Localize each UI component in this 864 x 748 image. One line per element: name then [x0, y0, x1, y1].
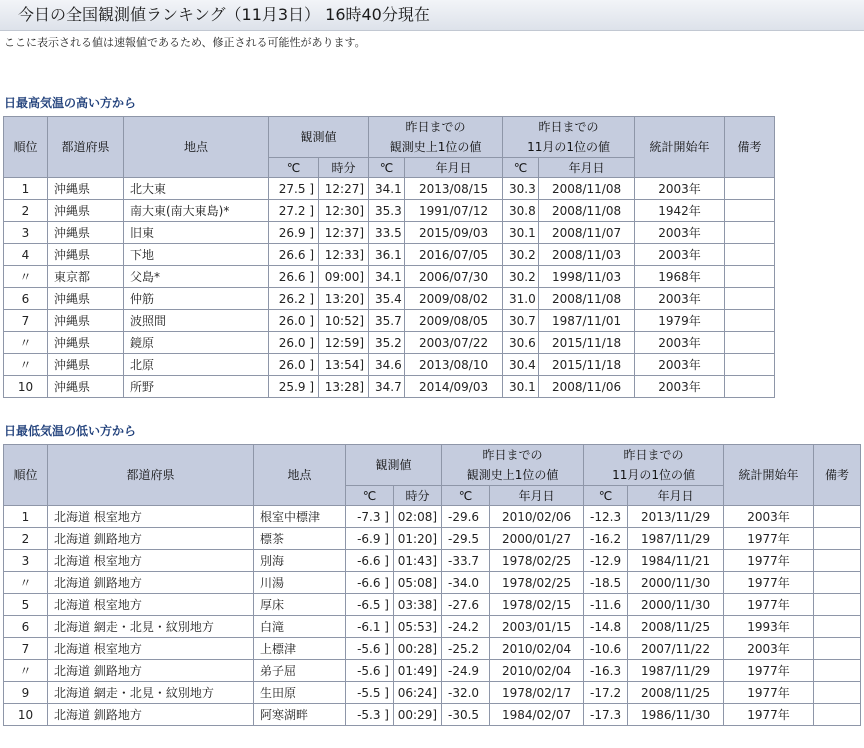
month-temp-cell: 30.2 [503, 244, 539, 266]
header-observed: 観測値 [346, 445, 442, 486]
table-row [4, 376, 775, 398]
record-temp-cell: -25.2 [442, 638, 490, 660]
table-row [4, 638, 861, 660]
stat-start-cell: 1977年 [724, 594, 814, 616]
observed-time-cell: 12:37] [319, 222, 369, 244]
stat-start-cell: 1977年 [724, 682, 814, 704]
header-record [369, 117, 503, 158]
table-row [4, 332, 775, 354]
month-date-cell: 2015/11/18 [539, 354, 635, 376]
observed-temp-cell: 25.9 ] [269, 376, 319, 398]
month-temp-cell: -10.6 [584, 638, 628, 660]
table-row [4, 616, 861, 638]
prefecture-cell: 東京都 [48, 266, 124, 288]
month-temp-cell: 31.0 [503, 288, 539, 310]
header-record-top: 昨日までの [482, 448, 543, 462]
remarks-cell [725, 178, 775, 200]
prefecture-cell: 北海道 網走・北見・紋別地方 [48, 616, 254, 638]
page-title: 今日の全国観測値ランキング（11月3日） 16時40分現在 [0, 0, 864, 31]
observed-time-cell: 09:00] [319, 266, 369, 288]
record-date-cell: 2014/09/03 [405, 376, 503, 398]
table-row [4, 266, 775, 288]
header-month-temp: ℃ [503, 158, 539, 178]
record-date-cell: 1991/07/12 [405, 200, 503, 222]
prefecture-cell: 北海道 釧路地方 [48, 704, 254, 726]
stat-start-cell: 1977年 [724, 704, 814, 726]
rank-cell: 〃 [4, 266, 48, 288]
record-temp-cell: -24.2 [442, 616, 490, 638]
table-row [4, 528, 861, 550]
record-temp-cell: -30.5 [442, 704, 490, 726]
month-date-cell: 2000/11/30 [628, 572, 724, 594]
month-date-cell: 1987/11/29 [628, 528, 724, 550]
header-prefecture: 都道府県 [48, 445, 254, 506]
stat-start-cell: 1977年 [724, 660, 814, 682]
observed-temp-cell: -6.9 ] [346, 528, 394, 550]
header-stat-start: 統計開始年 [724, 445, 814, 506]
observed-time-cell: 01:49] [394, 660, 442, 682]
month-temp-cell: 30.1 [503, 222, 539, 244]
observed-temp-cell: -6.5 ] [346, 594, 394, 616]
rank-cell: 10 [4, 704, 48, 726]
header-observed-temp: ℃ [269, 158, 319, 178]
header-observed: 観測値 [269, 117, 369, 158]
station-cell: 波照間 [124, 310, 269, 332]
station-cell: 下地 [124, 244, 269, 266]
month-temp-cell: -11.6 [584, 594, 628, 616]
header-observed-time: 時分 [394, 486, 442, 506]
remarks-cell [814, 550, 861, 572]
observed-temp-cell: 26.0 ] [269, 332, 319, 354]
header-rank: 順位 [4, 117, 48, 178]
observed-time-cell: 12:59] [319, 332, 369, 354]
prefecture-cell: 沖縄県 [48, 200, 124, 222]
month-temp-cell: 30.7 [503, 310, 539, 332]
observed-time-cell: 05:53] [394, 616, 442, 638]
rank-cell: 1 [4, 506, 48, 528]
station-cell: 川湯 [254, 572, 346, 594]
month-temp-cell: 30.1 [503, 376, 539, 398]
record-date-cell: 2009/08/02 [405, 288, 503, 310]
remarks-cell [814, 682, 861, 704]
header-month-bottom: 11月の1位の値 [527, 140, 610, 154]
month-date-cell: 2008/11/07 [539, 222, 635, 244]
month-date-cell: 1998/11/03 [539, 266, 635, 288]
record-temp-cell: 35.3 [369, 200, 405, 222]
header-record-bottom: 観測史上1位の値 [466, 468, 559, 482]
remarks-cell [814, 506, 861, 528]
header-rank: 順位 [4, 445, 48, 506]
record-date-cell: 2003/07/22 [405, 332, 503, 354]
low-temp-section-title: 日最低気温の低い方から [4, 424, 137, 438]
month-temp-cell: -12.3 [584, 506, 628, 528]
record-date-cell: 2006/07/30 [405, 266, 503, 288]
observed-time-cell: 00:28] [394, 638, 442, 660]
stat-start-cell: 2003年 [724, 638, 814, 660]
table-row [4, 288, 775, 310]
rank-cell: 7 [4, 310, 48, 332]
rank-cell: 3 [4, 222, 48, 244]
stat-start-cell: 2003年 [635, 244, 725, 266]
station-cell: 鏡原 [124, 332, 269, 354]
month-temp-cell: -12.9 [584, 550, 628, 572]
header-record-date: 年月日 [405, 158, 503, 178]
prefecture-cell: 沖縄県 [48, 288, 124, 310]
station-cell: 標茶 [254, 528, 346, 550]
stat-start-cell: 1977年 [724, 572, 814, 594]
month-date-cell: 1984/11/21 [628, 550, 724, 572]
remarks-cell [725, 200, 775, 222]
record-temp-cell: -32.0 [442, 682, 490, 704]
observed-time-cell: 01:20] [394, 528, 442, 550]
table-row [4, 682, 861, 704]
stat-start-cell: 2003年 [635, 354, 725, 376]
month-date-cell: 2008/11/06 [539, 376, 635, 398]
month-date-cell: 2007/11/22 [628, 638, 724, 660]
remarks-cell [725, 376, 775, 398]
record-date-cell: 2010/02/04 [490, 660, 584, 682]
record-temp-cell: 33.5 [369, 222, 405, 244]
rank-cell: 〃 [4, 660, 48, 682]
table-row [4, 178, 775, 200]
remarks-cell [725, 266, 775, 288]
month-temp-cell: 30.6 [503, 332, 539, 354]
stat-start-cell: 2003年 [635, 288, 725, 310]
prefecture-cell: 北海道 根室地方 [48, 506, 254, 528]
observed-temp-cell: -7.3 ] [346, 506, 394, 528]
header-station: 地点 [254, 445, 346, 506]
prefecture-cell: 沖縄県 [48, 376, 124, 398]
record-date-cell: 1978/02/25 [490, 550, 584, 572]
remarks-cell [725, 288, 775, 310]
prefecture-cell: 北海道 網走・北見・紋別地方 [48, 682, 254, 704]
rank-cell: 7 [4, 638, 48, 660]
table-row [4, 244, 775, 266]
record-date-cell: 2003/01/15 [490, 616, 584, 638]
station-cell: 北原 [124, 354, 269, 376]
observed-temp-cell: 26.9 ] [269, 222, 319, 244]
month-date-cell: 2008/11/03 [539, 244, 635, 266]
record-date-cell: 1978/02/15 [490, 594, 584, 616]
station-cell: 南大東(南大東島)* [124, 200, 269, 222]
table-row [4, 310, 775, 332]
month-date-cell: 1986/11/30 [628, 704, 724, 726]
remarks-cell [814, 528, 861, 550]
rank-cell: 1 [4, 178, 48, 200]
stat-start-cell: 1979年 [635, 310, 725, 332]
prefecture-cell: 北海道 根室地方 [48, 638, 254, 660]
record-date-cell: 2013/08/15 [405, 178, 503, 200]
record-temp-cell: -34.0 [442, 572, 490, 594]
table-row [4, 572, 861, 594]
month-temp-cell: -18.5 [584, 572, 628, 594]
record-temp-cell: 36.1 [369, 244, 405, 266]
header-record-temp: ℃ [369, 158, 405, 178]
month-temp-cell: 30.3 [503, 178, 539, 200]
observed-time-cell: 10:52] [319, 310, 369, 332]
prefecture-cell: 沖縄県 [48, 332, 124, 354]
observed-time-cell: 12:27] [319, 178, 369, 200]
observed-temp-cell: -6.6 ] [346, 550, 394, 572]
stat-start-cell: 2003年 [635, 222, 725, 244]
rank-cell: 6 [4, 288, 48, 310]
prefecture-cell: 北海道 根室地方 [48, 550, 254, 572]
observed-time-cell: 13:20] [319, 288, 369, 310]
observed-time-cell: 12:30] [319, 200, 369, 222]
rank-cell: 4 [4, 244, 48, 266]
table-row [4, 594, 861, 616]
month-temp-cell: -17.3 [584, 704, 628, 726]
stat-start-cell: 1977年 [724, 550, 814, 572]
observed-temp-cell: -5.6 ] [346, 638, 394, 660]
table-row [4, 550, 861, 572]
prefecture-cell: 北海道 釧路地方 [48, 528, 254, 550]
record-temp-cell: -24.9 [442, 660, 490, 682]
record-temp-cell: 34.7 [369, 376, 405, 398]
station-cell: 上標津 [254, 638, 346, 660]
month-temp-cell: -16.3 [584, 660, 628, 682]
header-month-record [503, 117, 635, 158]
header-observed-temp: ℃ [346, 486, 394, 506]
record-date-cell: 1978/02/17 [490, 682, 584, 704]
observed-time-cell: 02:08] [394, 506, 442, 528]
record-date-cell: 1984/02/07 [490, 704, 584, 726]
station-cell: 生田原 [254, 682, 346, 704]
month-temp-cell: 30.8 [503, 200, 539, 222]
station-cell: 厚床 [254, 594, 346, 616]
remarks-cell [725, 332, 775, 354]
record-temp-cell: 35.4 [369, 288, 405, 310]
rank-cell: 6 [4, 616, 48, 638]
station-cell: 仲筋 [124, 288, 269, 310]
stat-start-cell: 1993年 [724, 616, 814, 638]
rank-cell: 〃 [4, 332, 48, 354]
observed-temp-cell: 27.5 ] [269, 178, 319, 200]
station-cell: 白滝 [254, 616, 346, 638]
record-date-cell: 2015/09/03 [405, 222, 503, 244]
station-cell: 所野 [124, 376, 269, 398]
high-temp-section-title: 日最高気温の高い方から [4, 96, 137, 110]
record-date-cell: 1978/02/25 [490, 572, 584, 594]
prefecture-cell: 沖縄県 [48, 222, 124, 244]
header-month-bottom: 11月の1位の値 [612, 468, 695, 482]
observed-temp-cell: -6.6 ] [346, 572, 394, 594]
header-record-temp: ℃ [442, 486, 490, 506]
header-month-top: 昨日までの [538, 120, 599, 134]
month-date-cell: 2008/11/08 [539, 288, 635, 310]
station-cell: 弟子屈 [254, 660, 346, 682]
rank-cell: 10 [4, 376, 48, 398]
record-temp-cell: -29.6 [442, 506, 490, 528]
month-date-cell: 2008/11/08 [539, 178, 635, 200]
rank-cell: 5 [4, 594, 48, 616]
month-date-cell: 2008/11/25 [628, 616, 724, 638]
stat-start-cell: 1977年 [724, 528, 814, 550]
prefecture-cell: 北海道 釧路地方 [48, 660, 254, 682]
record-date-cell: 2000/01/27 [490, 528, 584, 550]
observed-time-cell: 00:29] [394, 704, 442, 726]
header-observed-time: 時分 [319, 158, 369, 178]
rank-cell: 2 [4, 200, 48, 222]
prefecture-cell: 沖縄県 [48, 310, 124, 332]
month-temp-cell: -17.2 [584, 682, 628, 704]
month-date-cell: 1987/11/01 [539, 310, 635, 332]
observed-time-cell: 05:08] [394, 572, 442, 594]
header-record-bottom: 観測史上1位の値 [389, 140, 482, 154]
month-date-cell: 2015/11/18 [539, 332, 635, 354]
remarks-cell [725, 244, 775, 266]
month-date-cell: 1987/11/29 [628, 660, 724, 682]
header-month-record [584, 445, 724, 486]
observed-temp-cell: 26.6 ] [269, 244, 319, 266]
month-temp-cell: 30.2 [503, 266, 539, 288]
record-temp-cell: 34.6 [369, 354, 405, 376]
rank-cell: 3 [4, 550, 48, 572]
table-row [4, 704, 861, 726]
stat-start-cell: 2003年 [635, 332, 725, 354]
record-temp-cell: -29.5 [442, 528, 490, 550]
record-temp-cell: 35.7 [369, 310, 405, 332]
record-date-cell: 2010/02/06 [490, 506, 584, 528]
month-date-cell: 2008/11/08 [539, 200, 635, 222]
station-cell: 根室中標津 [254, 506, 346, 528]
stat-start-cell: 1968年 [635, 266, 725, 288]
record-date-cell: 2010/02/04 [490, 638, 584, 660]
record-date-cell: 2009/08/05 [405, 310, 503, 332]
header-remarks: 備考 [725, 117, 775, 178]
rank-cell: 〃 [4, 572, 48, 594]
prefecture-cell: 沖縄県 [48, 244, 124, 266]
header-station: 地点 [124, 117, 269, 178]
prefecture-cell: 沖縄県 [48, 354, 124, 376]
header-month-temp: ℃ [584, 486, 628, 506]
observed-temp-cell: -5.5 ] [346, 682, 394, 704]
remarks-cell [814, 660, 861, 682]
disclaimer-note: ここに表示される値は速報値であるため、修正される可能性があります。 [4, 36, 366, 49]
month-date-cell: 2013/11/29 [628, 506, 724, 528]
table-row [4, 354, 775, 376]
header-remarks: 備考 [814, 445, 861, 506]
station-cell: 北大東 [124, 178, 269, 200]
observed-temp-cell: -5.6 ] [346, 660, 394, 682]
stat-start-cell: 1942年 [635, 200, 725, 222]
rank-cell: 〃 [4, 354, 48, 376]
stat-start-cell: 2003年 [635, 178, 725, 200]
month-temp-cell: -14.8 [584, 616, 628, 638]
record-temp-cell: 35.2 [369, 332, 405, 354]
observed-time-cell: 03:38] [394, 594, 442, 616]
header-record-top: 昨日までの [405, 120, 466, 134]
month-date-cell: 2000/11/30 [628, 594, 724, 616]
month-date-cell: 2008/11/25 [628, 682, 724, 704]
record-temp-cell: 34.1 [369, 178, 405, 200]
prefecture-cell: 北海道 根室地方 [48, 594, 254, 616]
month-temp-cell: -16.2 [584, 528, 628, 550]
record-date-cell: 2016/07/05 [405, 244, 503, 266]
remarks-cell [725, 310, 775, 332]
header-month-date: 年月日 [628, 486, 724, 506]
remarks-cell [814, 594, 861, 616]
low-temp-table [3, 444, 861, 726]
remarks-cell [814, 616, 861, 638]
observed-temp-cell: 26.2 ] [269, 288, 319, 310]
observed-time-cell: 12:33] [319, 244, 369, 266]
observed-temp-cell: 26.6 ] [269, 266, 319, 288]
header-record-date: 年月日 [490, 486, 584, 506]
rank-cell: 2 [4, 528, 48, 550]
table-row [4, 506, 861, 528]
observed-temp-cell: 26.0 ] [269, 310, 319, 332]
header-stat-start: 統計開始年 [635, 117, 725, 178]
stat-start-cell: 2003年 [724, 506, 814, 528]
station-cell: 阿寒湖畔 [254, 704, 346, 726]
stat-start-cell: 2003年 [635, 376, 725, 398]
remarks-cell [814, 704, 861, 726]
remarks-cell [814, 572, 861, 594]
table-row [4, 222, 775, 244]
observed-temp-cell: -6.1 ] [346, 616, 394, 638]
header-month-top: 昨日までの [623, 448, 684, 462]
prefecture-cell: 沖縄県 [48, 178, 124, 200]
observed-time-cell: 06:24] [394, 682, 442, 704]
table-row [4, 200, 775, 222]
record-temp-cell: -27.6 [442, 594, 490, 616]
observed-time-cell: 13:28] [319, 376, 369, 398]
record-temp-cell: 34.1 [369, 266, 405, 288]
observed-temp-cell: 27.2 ] [269, 200, 319, 222]
table-row [4, 660, 861, 682]
record-date-cell: 2013/08/10 [405, 354, 503, 376]
header-month-date: 年月日 [539, 158, 635, 178]
month-temp-cell: 30.4 [503, 354, 539, 376]
observed-time-cell: 13:54] [319, 354, 369, 376]
observed-time-cell: 01:43] [394, 550, 442, 572]
station-cell: 父島* [124, 266, 269, 288]
observed-temp-cell: 26.0 ] [269, 354, 319, 376]
remarks-cell [725, 354, 775, 376]
remarks-cell [725, 222, 775, 244]
header-record [442, 445, 584, 486]
record-temp-cell: -33.7 [442, 550, 490, 572]
station-cell: 別海 [254, 550, 346, 572]
station-cell: 旧東 [124, 222, 269, 244]
observed-temp-cell: -5.3 ] [346, 704, 394, 726]
header-prefecture: 都道府県 [48, 117, 124, 178]
remarks-cell [814, 638, 861, 660]
high-temp-table [3, 116, 775, 398]
prefecture-cell: 北海道 釧路地方 [48, 572, 254, 594]
rank-cell: 9 [4, 682, 48, 704]
